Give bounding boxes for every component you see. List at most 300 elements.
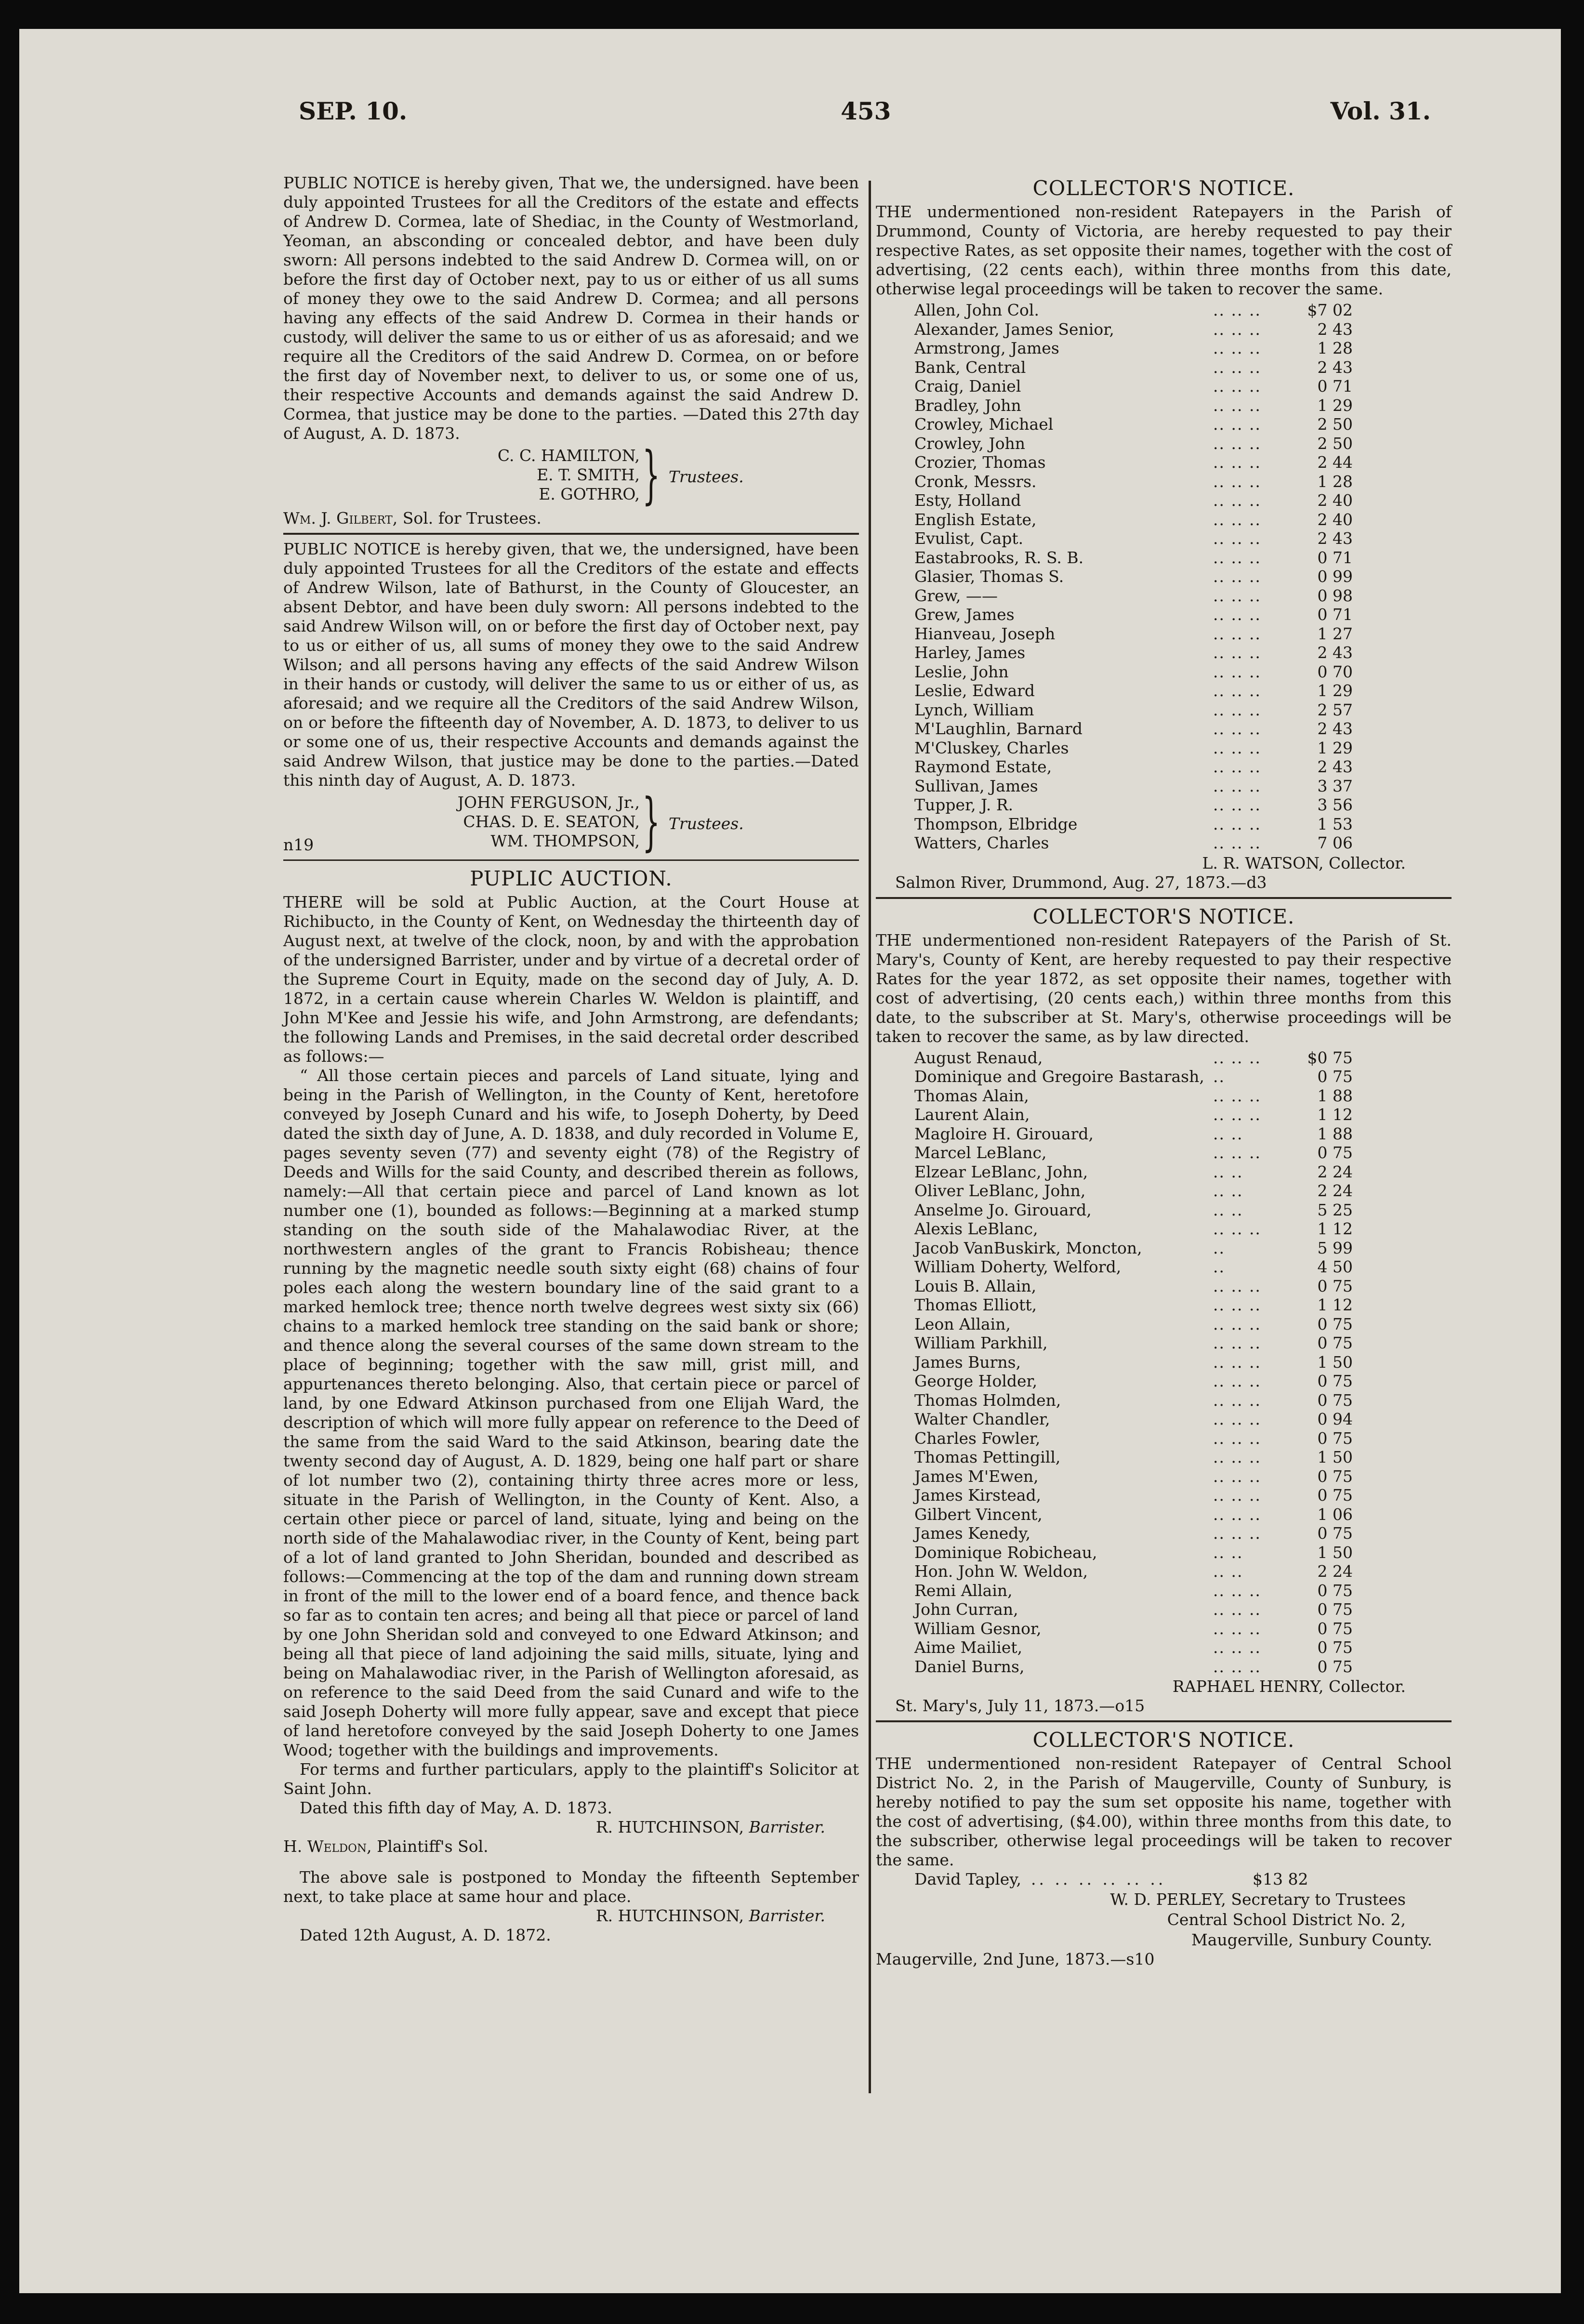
rate-amount: 0 75 bbox=[1317, 1657, 1353, 1676]
leader-dots: .. .. .. bbox=[1213, 833, 1261, 852]
rate-amount: 1 29 bbox=[1317, 738, 1353, 757]
rate-amount: 1 88 bbox=[1317, 1086, 1353, 1105]
rate-amount: 0 75 bbox=[1317, 1372, 1353, 1390]
ratepayer-name: Louis B. Allain, bbox=[914, 1276, 1037, 1295]
ratepayer-row bbox=[914, 510, 1357, 529]
ratepayer-row bbox=[914, 396, 1357, 415]
trustee-name: CHAS. D. E. SEATON, bbox=[463, 812, 640, 831]
ratepayer-name: Crowley, John bbox=[914, 434, 1026, 453]
ratepayer-row bbox=[914, 624, 1357, 644]
ratepayer-name: Jacob VanBuskirk, Moncton, bbox=[914, 1238, 1142, 1257]
leader-dots: .. bbox=[1213, 1238, 1225, 1257]
brace-glyph: } bbox=[642, 785, 660, 858]
ratepayer-name: M'Cluskey, Charles bbox=[914, 738, 1069, 757]
leader-dots: .. .. .. bbox=[1213, 491, 1261, 510]
ratepayer-name: M'Laughlin, Barnard bbox=[914, 719, 1082, 738]
ratepayer-name: John Curran, bbox=[914, 1600, 1018, 1619]
leader-dots: .. .. .. .. .. .. bbox=[1031, 1870, 1166, 1888]
ratepayer-name: David Tapley, bbox=[914, 1870, 1022, 1888]
rate-amount: 2 43 bbox=[1317, 719, 1353, 738]
rate-amount: 0 75 bbox=[1317, 1276, 1353, 1295]
ratepayer-name: Charles Fowler, bbox=[914, 1428, 1041, 1448]
leader-dots: .. .. .. bbox=[1213, 548, 1261, 567]
ratepayer-name: Marcel LeBlanc, bbox=[914, 1143, 1047, 1162]
leader-dots: .. .. .. bbox=[1213, 1048, 1261, 1067]
spacer bbox=[283, 1856, 859, 1868]
leader-dots: .. bbox=[1213, 1067, 1225, 1086]
ratepayer-name: Gilbert Vincent, bbox=[914, 1505, 1043, 1524]
ratepayer-row bbox=[914, 1315, 1357, 1334]
ratepayer-name: Aime Mailiet, bbox=[914, 1638, 1023, 1657]
ratepayer-row bbox=[914, 1143, 1357, 1162]
rate-amount: 1 50 bbox=[1317, 1448, 1353, 1466]
rate-amount: 2 40 bbox=[1317, 491, 1353, 510]
leader-dots: .. .. .. bbox=[1213, 1466, 1261, 1486]
rate-amount: 7 06 bbox=[1317, 833, 1353, 852]
ratepayer-name: Alexander, James Senior, bbox=[914, 319, 1114, 339]
ratepayer-row bbox=[914, 358, 1357, 377]
page-header bbox=[299, 85, 1431, 147]
leader-dots: .. .. .. bbox=[1213, 757, 1261, 776]
auction-title: PUPLIC AUCTION. bbox=[470, 867, 673, 890]
rate-amount: 3 56 bbox=[1317, 795, 1353, 814]
maugerville-ratepayer-row bbox=[914, 1870, 1452, 1889]
ratepayer-name: James M'Ewen, bbox=[914, 1466, 1039, 1486]
ratepayer-row bbox=[914, 681, 1357, 700]
rate-amount: 0 71 bbox=[1317, 605, 1353, 624]
ratepayer-row bbox=[914, 1277, 1357, 1296]
leader-dots: .. .. .. bbox=[1213, 319, 1261, 339]
leader-dots: .. .. .. bbox=[1213, 1372, 1261, 1390]
leader-dots: .. .. .. bbox=[1213, 453, 1261, 472]
ratepayer-name: Leon Allain, bbox=[914, 1314, 1011, 1334]
leader-dots: .. .. .. bbox=[1213, 472, 1261, 491]
section-rule bbox=[283, 533, 859, 535]
leader-dots: .. .. .. bbox=[1213, 1390, 1261, 1410]
leader-dots: .. .. .. bbox=[1213, 1638, 1261, 1657]
trustee-name: E. T. SMITH, bbox=[537, 465, 640, 484]
leader-dots: .. .. .. bbox=[1213, 301, 1261, 319]
rate-amount: 0 75 bbox=[1317, 1581, 1353, 1600]
maugerville-dateline: Maugerville, 2nd June, 1873.—s10 bbox=[876, 1950, 1155, 1968]
leader-dots: .. .. .. bbox=[1213, 1314, 1261, 1334]
ratepayer-name: Lynch, William bbox=[914, 700, 1034, 719]
left-column bbox=[283, 173, 859, 1945]
leader-dots: .. .. .. bbox=[1213, 510, 1261, 529]
ratepayer-name: Sullivan, James bbox=[914, 776, 1038, 795]
leader-dots: .. .. .. bbox=[1213, 434, 1261, 453]
leader-dots: .. .. .. bbox=[1213, 662, 1261, 681]
section-rule bbox=[876, 897, 1452, 899]
ratepayer-name: Leslie, Edward bbox=[914, 681, 1035, 700]
ratepayer-row bbox=[914, 1486, 1357, 1505]
leader-dots: .. .. bbox=[1213, 1200, 1243, 1219]
rate-amount: 2 43 bbox=[1317, 643, 1353, 662]
maugerville-notice-title: COLLECTOR'S NOTICE. bbox=[1032, 1728, 1295, 1752]
auction-paragraph-3: For terms and further particulars, apply to the plaintiff's Solicitor at Saint John. bbox=[283, 1760, 859, 1798]
ratepayer-name: Oliver LeBlanc, John, bbox=[914, 1181, 1086, 1200]
solicitor-name: Wm. J. Gilbert bbox=[283, 509, 393, 528]
leader-dots: .. .. .. bbox=[1213, 1524, 1261, 1543]
ratepayer-name: Bradley, John bbox=[914, 396, 1021, 415]
ratepayer-row bbox=[914, 567, 1357, 586]
drummond-dateline: Salmon River, Drummond, Aug. 27, 1873.—d3 bbox=[895, 872, 1267, 892]
leader-dots: .. .. .. bbox=[1213, 1505, 1261, 1524]
ratepayer-name: Tupper, J. R. bbox=[914, 795, 1014, 814]
leader-dots: .. .. .. bbox=[1213, 1448, 1261, 1466]
ratepayer-row bbox=[914, 453, 1357, 472]
leader-dots: .. .. .. bbox=[1213, 1295, 1261, 1314]
barrister-name: R. HUTCHINSON, bbox=[595, 1818, 744, 1836]
maugerville-notice-intro: THE undermentioned non-resident Ratepayer of Central School District No. 2, in the Parish of Maugerville, County of Sunbury, is hereby notified to pay the sum set opposite his name, together with the cost of advertising, ($4.00), within three months from this date, to the subscriber, otherwise legal proceedings will be taken to recover the same. bbox=[876, 1754, 1452, 1869]
auction-dated-2: Dated 12th August, A. D. 1872. bbox=[300, 1926, 551, 1944]
rate-amount: 1 12 bbox=[1317, 1219, 1353, 1238]
rate-amount: 0 75 bbox=[1317, 1466, 1353, 1486]
leader-dots: .. .. .. bbox=[1213, 529, 1261, 548]
ratepayer-row bbox=[914, 1543, 1357, 1562]
ratepayer-name: English Estate, bbox=[914, 510, 1037, 529]
ratepayer-name: Remi Allain, bbox=[914, 1581, 1013, 1600]
ratepayer-row bbox=[914, 434, 1357, 453]
leader-dots: .. .. .. bbox=[1213, 567, 1261, 586]
rate-amount: 0 75 bbox=[1317, 1067, 1353, 1086]
leader-dots: .. .. .. bbox=[1213, 1657, 1261, 1676]
rate-amount: 1 28 bbox=[1317, 472, 1353, 491]
st-marys-ratepayer-table bbox=[914, 1048, 1357, 1677]
maugerville-signature-1: W. D. PERLEY, Secretary to Trustees bbox=[1110, 1890, 1406, 1909]
brace-glyph: } bbox=[642, 438, 660, 511]
trustee-name: E. GOTHRO, bbox=[539, 485, 640, 503]
ratepayer-row bbox=[914, 1372, 1357, 1391]
auction-paragraph-1: THERE will be sold at Public Auction, at the Court House at Richibucto, in the County of Kent, on Wednesday the thirteenth day of August next, at twelve of the clock, noon, by and with the approbation of the undersigned Barrister, under and by virtue of a decretal order of the Supreme Court in Equity, made on the second day of July, A. D. 1872, in a certain cause wherein Charles W. Weldon is plaintiff, and John M'Kee and Jessie his wife, and John Armstrong, are defendants; the following Lands and Premises, in the said decretal order described as follows:— bbox=[283, 893, 859, 1066]
ratepayer-name: Watters, Charles bbox=[914, 833, 1049, 852]
ratepayer-row bbox=[914, 777, 1357, 796]
leader-dots: .. .. bbox=[1213, 1162, 1243, 1181]
rate-amount: 2 43 bbox=[1317, 357, 1353, 377]
ratepayer-name: Dominique and Gregoire Bastarash, bbox=[914, 1067, 1204, 1086]
leader-dots: .. .. .. bbox=[1213, 1581, 1261, 1600]
rate-amount: 1 29 bbox=[1317, 396, 1353, 415]
st-marys-notice-intro: THE undermentioned non-resident Ratepayers of the Parish of St. Mary's, County of Kent, are hereby requested to pay their respective Rates for the year 1872, as set opposite their names, together with cost of advertising, (20 cents each,) within three months from this date, to the subscriber at St. Mary's, otherwise proceedings will be taken to recover the same, as by law directed. bbox=[876, 930, 1452, 1046]
leader-dots: .. .. .. bbox=[1213, 719, 1261, 738]
ratepayer-name: Dominique Robicheau, bbox=[914, 1543, 1097, 1562]
ratepayer-row bbox=[914, 1581, 1357, 1600]
leader-dots: .. .. .. bbox=[1213, 1352, 1261, 1372]
rate-amount: 1 27 bbox=[1317, 624, 1353, 643]
ratepayer-row bbox=[914, 1162, 1357, 1182]
ratepayer-name: William Parkhill, bbox=[914, 1334, 1048, 1352]
rate-amount: 0 71 bbox=[1317, 377, 1353, 396]
ratepayer-name: Laurent Alain, bbox=[914, 1105, 1030, 1124]
ratepayer-name: Alexis LeBlanc, bbox=[914, 1219, 1038, 1238]
auction-barrister-signature bbox=[283, 1818, 859, 1837]
ratepayer-row bbox=[914, 795, 1357, 815]
ratepayer-name: Anselme Jo. Girouard, bbox=[914, 1200, 1092, 1219]
ratepayer-row bbox=[914, 529, 1357, 548]
ratepayer-name: Thomas Pettingill, bbox=[914, 1448, 1061, 1466]
ratepayer-row bbox=[914, 1410, 1357, 1429]
rate-amount: 0 94 bbox=[1317, 1410, 1353, 1428]
leader-dots: .. .. .. bbox=[1213, 1334, 1261, 1352]
leader-dots: .. .. .. bbox=[1213, 776, 1261, 795]
leader-dots: .. .. .. bbox=[1213, 1086, 1261, 1105]
barrister-label: Barrister. bbox=[749, 1818, 825, 1836]
rate-amount: 1 06 bbox=[1317, 1505, 1353, 1524]
rate-amount: 1 50 bbox=[1317, 1352, 1353, 1372]
st-marys-notice-title: COLLECTOR'S NOTICE. bbox=[1032, 904, 1295, 928]
rate-amount: 0 75 bbox=[1317, 1619, 1353, 1638]
auction-postponed: The above sale is postponed to Monday the fifteenth September next, to take place at same hour and place. bbox=[283, 1868, 859, 1906]
ratepayer-name: Elzear LeBlanc, John, bbox=[914, 1162, 1088, 1181]
drummond-collector: L. R. WATSON, Collector. bbox=[1202, 853, 1406, 872]
ratepayer-row bbox=[914, 1562, 1357, 1581]
ratepayer-row bbox=[914, 739, 1357, 758]
rate-amount: 2 24 bbox=[1317, 1162, 1353, 1181]
rate-amount: 0 75 bbox=[1317, 1524, 1353, 1543]
ratepayer-name: Magloire H. Girouard, bbox=[914, 1124, 1094, 1143]
ratepayer-name: William Doherty, Welford, bbox=[914, 1257, 1122, 1276]
leader-dots: .. .. .. bbox=[1213, 1276, 1261, 1295]
ratepayer-row bbox=[914, 700, 1357, 720]
rate-amount: 2 43 bbox=[1317, 319, 1353, 339]
leader-dots: .. .. bbox=[1213, 1124, 1243, 1143]
wilson-trustee-names bbox=[457, 793, 640, 851]
ratepayer-row bbox=[914, 301, 1357, 320]
rate-amount: 1 12 bbox=[1317, 1105, 1353, 1124]
ratepayer-row bbox=[914, 1638, 1357, 1657]
rate-amount: 0 99 bbox=[1317, 567, 1353, 586]
ratepayer-name: Glasier, Thomas S. bbox=[914, 567, 1064, 586]
drummond-ratepayer-table bbox=[914, 301, 1357, 853]
ratepayer-row bbox=[914, 586, 1357, 606]
ratepayer-name: Hon. John W. Weldon, bbox=[914, 1562, 1088, 1581]
rate-amount: 2 44 bbox=[1317, 453, 1353, 472]
ratepayer-row bbox=[914, 1201, 1357, 1220]
ratepayer-name: Crozier, Thomas bbox=[914, 453, 1046, 472]
ratepayer-name: George Holder, bbox=[914, 1372, 1038, 1390]
rate-amount: 2 40 bbox=[1317, 510, 1353, 529]
leader-dots: .. .. .. bbox=[1213, 1619, 1261, 1638]
ratepayer-name: James Kenedy, bbox=[914, 1524, 1031, 1543]
ratepayer-name: Thompson, Elbridge bbox=[914, 814, 1078, 833]
leader-dots: .. .. .. bbox=[1213, 586, 1261, 605]
leader-dots: .. .. .. bbox=[1213, 605, 1261, 624]
section-rule bbox=[876, 1720, 1452, 1722]
rate-amount: 5 99 bbox=[1317, 1238, 1353, 1257]
rate-amount: 2 57 bbox=[1317, 700, 1353, 719]
trustees-label: Trustees. bbox=[669, 467, 744, 486]
rate-amount: 4 50 bbox=[1317, 1257, 1353, 1276]
leader-dots: .. .. .. bbox=[1213, 795, 1261, 814]
wilson-notice-text: PUBLIC NOTICE is hereby given, that we, the undersigned, have been duly appointed Trustees for all the Creditors of the estate and effects of Andrew Wilson, late of Bathurst, in the County of Gloucester, an absent Debtor, and have been duly sworn: All persons indebted to the said Andrew Wilson will, on or before the first day of October next, pay to us or either of us, all sums of money they owe to the said Andrew Wilson; and all persons having any effects of the said Andrew Wilson in their hands or custody, will deliver the same to us or either of us, as aforesaid; and we require all the Creditors of the said Andrew Wilson, on or before the fifteenth day of November, A. D. 1873, to deliver to us or some one of us, their respective Accounts and demands against the said Andrew Wilson, that justice may be done to the parties.—Dated this ninth day of August, A. D. 1873. bbox=[283, 540, 859, 790]
rate-amount: 2 24 bbox=[1317, 1562, 1353, 1581]
ratepayer-row bbox=[914, 1600, 1357, 1619]
trustee-name: C. C. HAMILTON, bbox=[497, 446, 640, 465]
leader-dots: .. bbox=[1213, 1257, 1225, 1276]
ratepayer-name: Crowley, Michael bbox=[914, 415, 1054, 434]
rate-amount: 2 50 bbox=[1317, 434, 1353, 453]
cormea-solicitor bbox=[283, 509, 859, 528]
ratepayer-row bbox=[914, 1619, 1357, 1638]
rate-amount: 0 70 bbox=[1317, 662, 1353, 681]
ratepayer-name: James Burns, bbox=[914, 1352, 1021, 1372]
maugerville-signature-2: Central School District No. 2, bbox=[1167, 1910, 1406, 1929]
wilson-trustees-block bbox=[283, 785, 859, 858]
ratepayer-name: Daniel Burns, bbox=[914, 1657, 1025, 1676]
rate-amount: 1 12 bbox=[1317, 1295, 1353, 1314]
ratepayer-row bbox=[914, 320, 1357, 339]
volume-number: Vol. 31. bbox=[1330, 97, 1431, 125]
rate-amount: 0 75 bbox=[1317, 1486, 1353, 1505]
ratepayer-row bbox=[914, 1239, 1357, 1258]
auction-dated: Dated this fifth day of May, A. D. 1873. bbox=[300, 1798, 613, 1817]
leader-dots: .. .. .. bbox=[1213, 1105, 1261, 1124]
ratepayer-row bbox=[914, 1448, 1357, 1467]
cormea-notice-text: PUBLIC NOTICE is hereby given, That we, the undersigned. have been duly appointed Trustees for all the Creditors of the estate and effects of Andrew D. Cormea, late of Shediac, in the County of Westmorland, Yeoman, an absconding or concealed debtor, and have been duly sworn: All persons indebted to the said Andrew D. Cormea will, on or before the first day of October next, pay to us or either of us all sums of money they owe to the said Andrew D. Cormea; and all persons having any effects of the said Andrew D. Cormea in their hands or custody, will deliver the same to us or either of us as aforesaid; and we require all the Creditors of the said Andrew D. Cormea, on or before the first day of November next, to deliver to us, or some one of us, their respective Accounts and demands against the said Andrew D. Cormea, that justice may be done to the parties. —Dated this 27th day of August, A. D. 1873. bbox=[283, 173, 859, 443]
ratepayer-name: Harley, James bbox=[914, 643, 1026, 662]
leader-dots: .. .. .. bbox=[1213, 396, 1261, 415]
rate-amount: 2 50 bbox=[1317, 415, 1353, 434]
drummond-notice-intro: THE undermentioned non-resident Ratepayers in the Parish of Drummond, County of Victoria, are hereby requested to pay their respective Rates, as set opposite their names, together with the cost of advertising, (22 cents each), within three months from this date, otherwise legal proceedings will be taken to recover the same. bbox=[876, 202, 1452, 298]
section-rule bbox=[283, 859, 859, 861]
rate-amount: $13 82 bbox=[1253, 1870, 1308, 1888]
issue-date: SEP. 10. bbox=[299, 97, 408, 125]
ratepayer-name: Evulist, Capt. bbox=[914, 529, 1024, 548]
trustees-label: Trustees. bbox=[669, 814, 744, 833]
ratepayer-row bbox=[914, 1295, 1357, 1315]
ratepayer-row bbox=[914, 1086, 1357, 1106]
ratepayer-row bbox=[914, 815, 1357, 834]
trustee-name: JOHN FERGUSON, Jr., bbox=[457, 793, 640, 812]
rate-amount: 1 29 bbox=[1317, 681, 1353, 700]
right-column bbox=[876, 173, 1452, 1969]
ratepayer-name: Grew, James bbox=[914, 605, 1015, 624]
rate-amount: 2 24 bbox=[1317, 1181, 1353, 1200]
leader-dots: .. .. .. bbox=[1213, 357, 1261, 377]
ratepayer-row bbox=[914, 1124, 1357, 1144]
rate-amount: 1 53 bbox=[1317, 814, 1353, 833]
leader-dots: .. .. .. bbox=[1213, 1143, 1261, 1162]
rate-amount: 0 75 bbox=[1317, 1428, 1353, 1448]
rate-amount: 2 43 bbox=[1317, 529, 1353, 548]
ratepayer-name: William Gesnor, bbox=[914, 1619, 1042, 1638]
ratepayer-row bbox=[914, 1257, 1357, 1277]
ratepayer-row bbox=[914, 339, 1357, 358]
leader-dots: .. .. bbox=[1213, 1543, 1243, 1562]
leader-dots: .. .. bbox=[1213, 1181, 1243, 1200]
ratepayer-row bbox=[914, 548, 1357, 568]
ratepayer-row bbox=[914, 757, 1357, 777]
rate-amount: 1 28 bbox=[1317, 339, 1353, 357]
column-divider bbox=[869, 181, 871, 2093]
ratepayer-row bbox=[914, 833, 1357, 853]
auction-paragraph-2: “ All those certain pieces and parcels of Land situate, lying and being in the Parish of Wellington, in the County of Kent, heretofore conveyed by Joseph Cunard and his wife, to Joseph Doherty, by Deed dated the sixth day of June, A. D. 1838, and duly recorded in Volume E, pages seventy seven (77) and seventy eight (78) of the Registry of Deeds and Wills for the said County, and described therein as follows, namely:—All that certain piece and parcel of Land known as lot number one (1), bounded as follows:—Beginning at a marked stump standing on the south side of the Mahalawodiac River, at the northwestern angles of the grant to Francis Robisheau; thence running by the magnetic needle south sixty eight (68) chains of four poles each along the western boundary line of the said grant to a marked hemlock tree; thence north twelve degrees west sixty six (66) chains to a marked hemlock tree standing on the said bank or shore; and thence along the several courses of the same down stream to the place of beginning; together with the saw mill, grist mill, and appurtenances thereto belonging. Also, that certain piece or parcel of land, by one Edward Atkinson purchased from one Elijah Ward, the description of which will more fully appear on reference to the Deed of the same from the said Ward to the said Atkinson, bearing date the twenty second day of August, A. D. 1829, being one half part or share of lot number two (2), containing thirty three acres more or less, situate in the Parish of Wellington, in the County of Kent. Also, a certain other piece or parcel of land, situate, lying and being on the north side of the Mahalawodiac river, in the County of Kent, being part of a lot of land granted to John Sheridan, bounded and described as follows:—Commencing at the top of the dam and running down stream in front of the mill to the lower end of a board fence, and thence back so far as to contain ten acres; and being all that piece or parcel of land by one John Sheridan sold and conveyed to one Edward Atkinson; and being all that piece of land adjoining the said mills, situate, lying and being on Mahalawodiac river, in the Parish of Wellington aforesaid, as on reference to the said Deed from the said Cunard and wife to the said Joseph Doherty will more fully appear, save and except that piece of land heretofore conveyed by the said Joseph Doherty to one James Wood; together with the buildings and improvements. bbox=[283, 1066, 859, 1759]
rate-amount: 0 71 bbox=[1317, 548, 1353, 567]
ratepayer-name: Bank, Central bbox=[914, 357, 1026, 377]
rate-amount: 0 98 bbox=[1317, 586, 1353, 605]
ratepayer-name: Esty, Holland bbox=[914, 491, 1021, 510]
ratepayer-row bbox=[914, 1048, 1357, 1068]
ratepayer-name: James Kirstead, bbox=[914, 1486, 1042, 1505]
ratepayer-row bbox=[914, 491, 1357, 510]
ratepayer-row bbox=[914, 719, 1357, 739]
leader-dots: .. .. .. bbox=[1213, 700, 1261, 719]
ratepayer-name: Thomas Elliott, bbox=[914, 1295, 1037, 1314]
leader-dots: .. .. .. bbox=[1213, 377, 1261, 396]
ratepayer-row bbox=[914, 1067, 1357, 1086]
leader-dots: .. .. .. bbox=[1213, 1600, 1261, 1619]
rate-amount: 0 75 bbox=[1317, 1143, 1353, 1162]
leader-dots: .. .. .. bbox=[1213, 1428, 1261, 1448]
leader-dots: .. .. .. bbox=[1213, 339, 1261, 357]
page-number: 453 bbox=[841, 97, 891, 125]
ratepayer-row bbox=[914, 377, 1357, 396]
cormea-trustees-block bbox=[283, 438, 859, 511]
trustee-name: WM. THOMPSON, bbox=[490, 832, 640, 850]
rate-amount: 1 50 bbox=[1317, 1543, 1353, 1562]
leader-dots: .. .. .. bbox=[1213, 814, 1261, 833]
ratepayer-name: Thomas Holmden, bbox=[914, 1390, 1061, 1410]
barrister-name: R. HUTCHINSON, bbox=[595, 1906, 744, 1925]
ratepayer-name: Cronk, Messrs. bbox=[914, 472, 1037, 491]
leader-dots: .. .. .. bbox=[1213, 1219, 1261, 1238]
rate-amount: 1 88 bbox=[1317, 1124, 1353, 1143]
ratepayer-name: Hianveau, Joseph bbox=[914, 624, 1056, 643]
leader-dots: .. .. .. bbox=[1213, 681, 1261, 700]
st-marys-collector: RAPHAEL HENRY, Collector. bbox=[1172, 1677, 1406, 1696]
rate-amount: 0 75 bbox=[1317, 1600, 1353, 1619]
leader-dots: .. .. .. bbox=[1213, 415, 1261, 434]
auction-solicitor bbox=[283, 1837, 859, 1856]
ratepayer-name: Raymond Estate, bbox=[914, 757, 1052, 776]
solicitor-name: H. Weldon bbox=[283, 1837, 367, 1856]
ratepayer-name: Armstrong, James bbox=[914, 339, 1059, 357]
ratepayer-row bbox=[914, 415, 1357, 434]
rate-amount: 0 75 bbox=[1317, 1638, 1353, 1657]
ratepayer-row bbox=[914, 643, 1357, 662]
ratepayer-row bbox=[914, 1181, 1357, 1201]
leader-dots: .. .. .. bbox=[1213, 738, 1261, 757]
rate-amount: 5 25 bbox=[1317, 1200, 1353, 1219]
auction-barrister-signature-2 bbox=[283, 1906, 859, 1926]
ratepayer-row bbox=[914, 1353, 1357, 1372]
ratepayer-row bbox=[914, 1505, 1357, 1524]
solicitor-role: , Plaintiff's Sol. bbox=[367, 1837, 488, 1856]
ratepayer-name: Eastabrooks, R. S. B. bbox=[914, 548, 1084, 567]
ratepayer-row bbox=[914, 1657, 1357, 1677]
ratepayer-row bbox=[914, 1524, 1357, 1543]
ratepayer-row bbox=[914, 1334, 1357, 1353]
rate-amount: 0 75 bbox=[1317, 1390, 1353, 1410]
leader-dots: .. .. .. bbox=[1213, 1410, 1261, 1428]
ratepayer-name: August Renaud, bbox=[914, 1048, 1043, 1067]
ratepayer-row bbox=[914, 1467, 1357, 1486]
ratepayer-row bbox=[914, 1391, 1357, 1410]
ratepayer-row bbox=[914, 472, 1357, 491]
rate-amount: 0 75 bbox=[1317, 1334, 1353, 1352]
rate-amount: 0 75 bbox=[1317, 1314, 1353, 1334]
ratepayer-name: Allen, John Col. bbox=[914, 301, 1039, 319]
ratepayer-row bbox=[914, 1219, 1357, 1239]
ratepayer-name: Walter Chandler, bbox=[914, 1410, 1050, 1428]
leader-dots: .. .. .. bbox=[1213, 624, 1261, 643]
leader-dots: .. .. .. bbox=[1213, 643, 1261, 662]
rate-amount: $0 75 bbox=[1307, 1048, 1353, 1067]
ratepayer-row bbox=[914, 1429, 1357, 1448]
st-marys-dateline: St. Mary's, July 11, 1873.—o15 bbox=[895, 1696, 1145, 1715]
rate-amount: $7 02 bbox=[1307, 301, 1353, 319]
leader-dots: .. .. .. bbox=[1213, 1486, 1261, 1505]
